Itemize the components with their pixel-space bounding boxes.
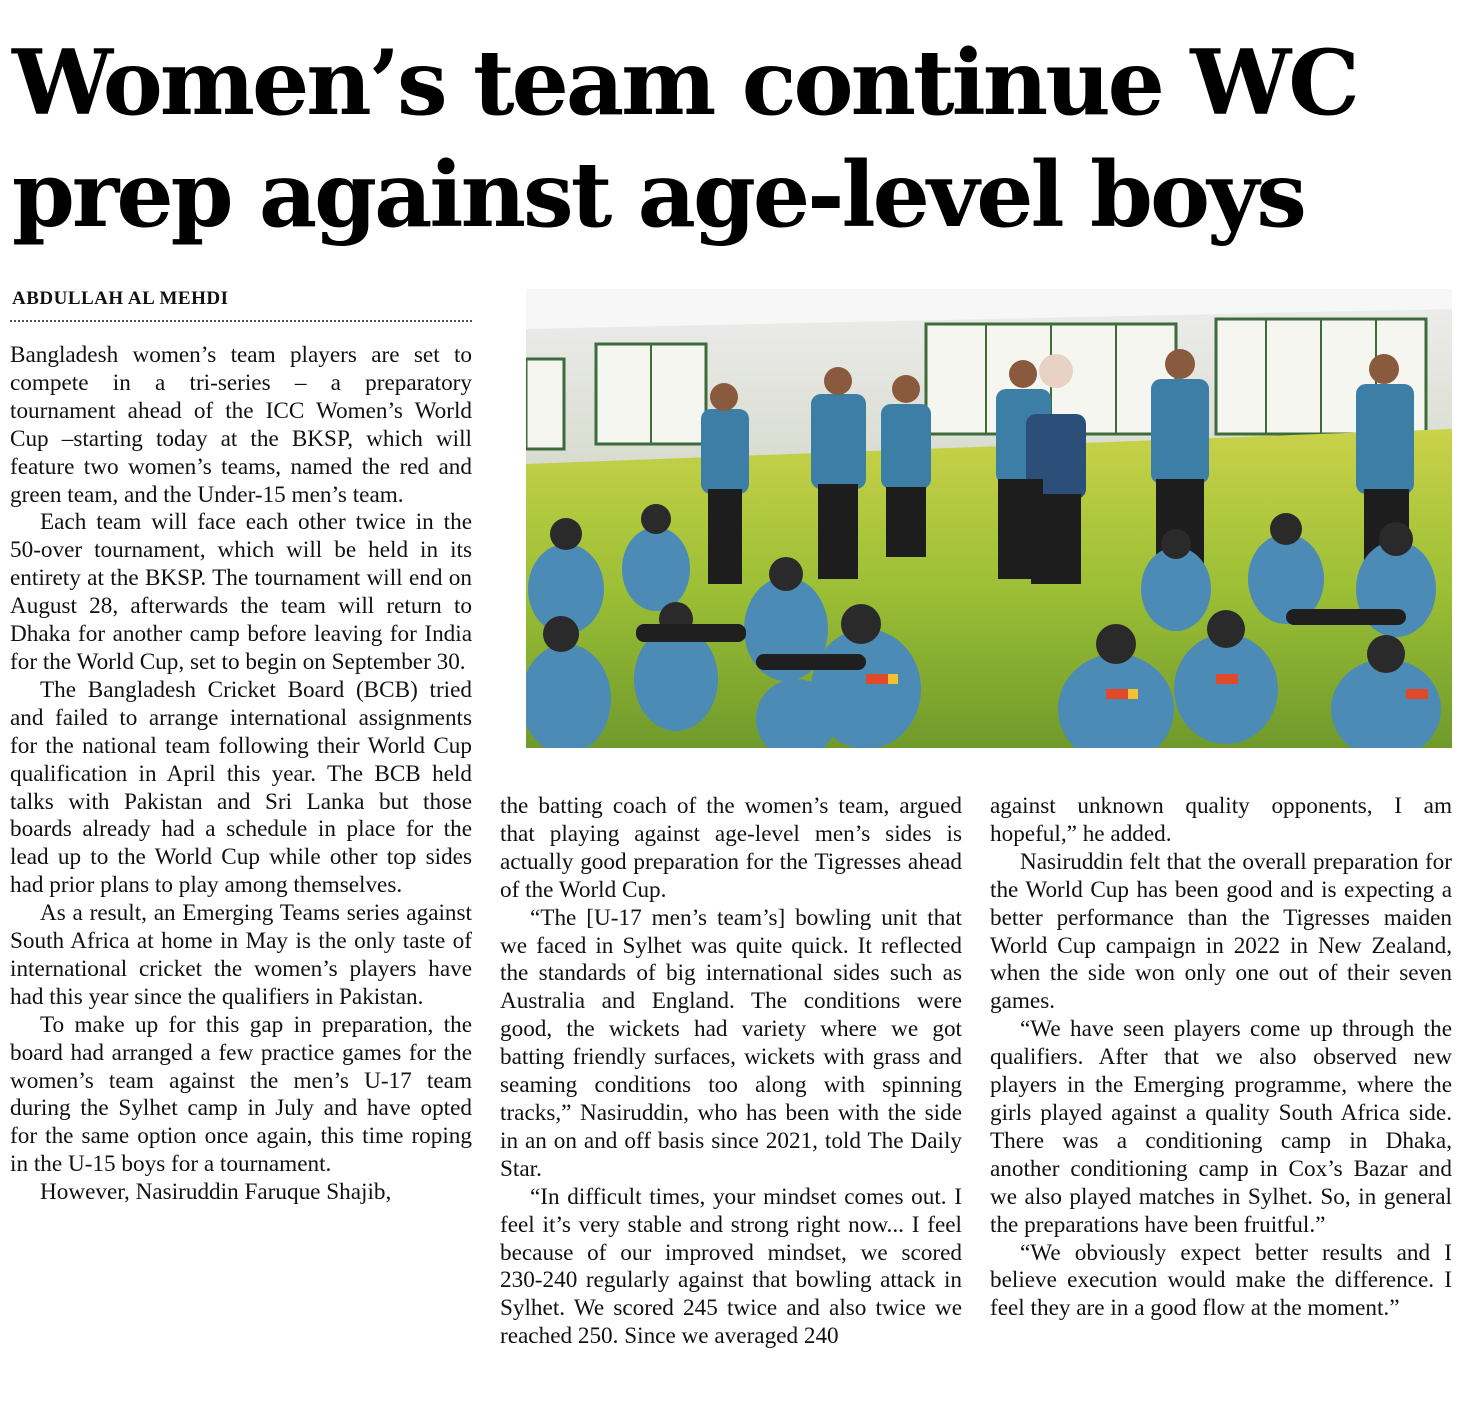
paragraph: against unknown quality opponents, I am hopeful,” he added.: [990, 793, 1452, 847]
paragraph: “The [U-17 men’s team’s] bowling unit that we faced in Sylhet was quite quick. It reflected the standards of big international sides such as Australia and England. The conditions were good, the wickets had variety where we got batting friendly surfaces, wickets with grass and seaming conditions too along with spinning tracks,” Nasiruddin, who has been with the side in an on and off basis since 2021, told The Daily Star.: [500, 904, 962, 1182]
paragraph: Each team will face each other twice in the 50-over tournament, which will be held in its entirety at the BKSP. The tournament will end on August 28, afterwards the team will return to Dhaka for another camp before leaving for India for the World Cup, set to begin on September 30.: [10, 509, 472, 675]
paragraph: As a result, an Emerging Teams series against South Africa at home in May is the only taste of international cricket the women’s players have had this year since the qualifiers in Pakistan.: [10, 900, 472, 1010]
byline: ABDULLAH AL MEHDI: [12, 288, 229, 309]
article-column-1: [10, 342, 472, 1207]
paragraph: The Bangladesh Cricket Board (BCB) tried and failed to arrange international assignments for the national team following their World Cup qualification in April this year. The BCB held talks with Pakistan and Sri Lanka but those boards already had a schedule in place for the lead up to the World Cup while other top sides had prior plans to play among themselves.: [10, 676, 472, 899]
team-photo: [526, 289, 1452, 748]
article-column-2: [500, 793, 962, 1351]
paragraph: Nasiruddin felt that the overall preparation for the World Cup has been good and is expecting a better performance than the Tigresses maiden World Cup campaign in 2022 in New Zealand, when the side won only one out of their seven games.: [990, 848, 1452, 1015]
paragraph: “In difficult times, your mindset comes out. I feel it’s very stable and strong right now... I feel because of our improved mindset, we scored 230-240 regularly against that bowling attack in Sylhet. We scored 245 twice and also twice we reached 250. Since we averaged 240: [500, 1183, 962, 1350]
headline-line-1: Women’s team continue WC: [12, 30, 1357, 136]
headline: [12, 28, 1452, 251]
paragraph: “We have seen players come up through the qualifiers. After that we also observed new players in the Emerging programme, where the girls played against a quality South Africa side. There was a conditioning camp in Dhaka, another conditioning camp in Cox’s Bazar and we also played matches in Sylhet. So, in general the preparations have been fruitful.”: [990, 1016, 1452, 1238]
article-column-3: [990, 793, 1452, 1323]
headline-line-2: prep against age-level boys: [12, 141, 1304, 248]
paragraph: “We obviously expect better results and I believe execution would make the difference. I feel they are in a good flow at the moment.”: [990, 1239, 1452, 1322]
team-photo-image: [526, 289, 1452, 748]
paragraph: To make up for this gap in preparation, the board had arranged a few practice games for the women’s team against the men’s U-17 team during the Sylhet camp in July and have opted for the same option once again, this time roping in the U-15 boys for a tournament.: [10, 1011, 472, 1178]
paragraph: the batting coach of the women’s team, argued that playing against age-level men’s sides is actually good preparation for the Tigresses ahead of the World Cup.: [500, 793, 962, 903]
paragraph: Bangladesh women’s team players are set to compete in a tri-series – a preparatory tournament ahead of the ICC Women’s World Cup –starting today at the BKSP, which will feature two women’s teams, named the red and green team, and the Under-15 men’s team.: [10, 342, 472, 508]
byline-divider: [10, 320, 472, 322]
paragraph: However, Nasiruddin Faruque Shajib,: [40, 1179, 392, 1206]
